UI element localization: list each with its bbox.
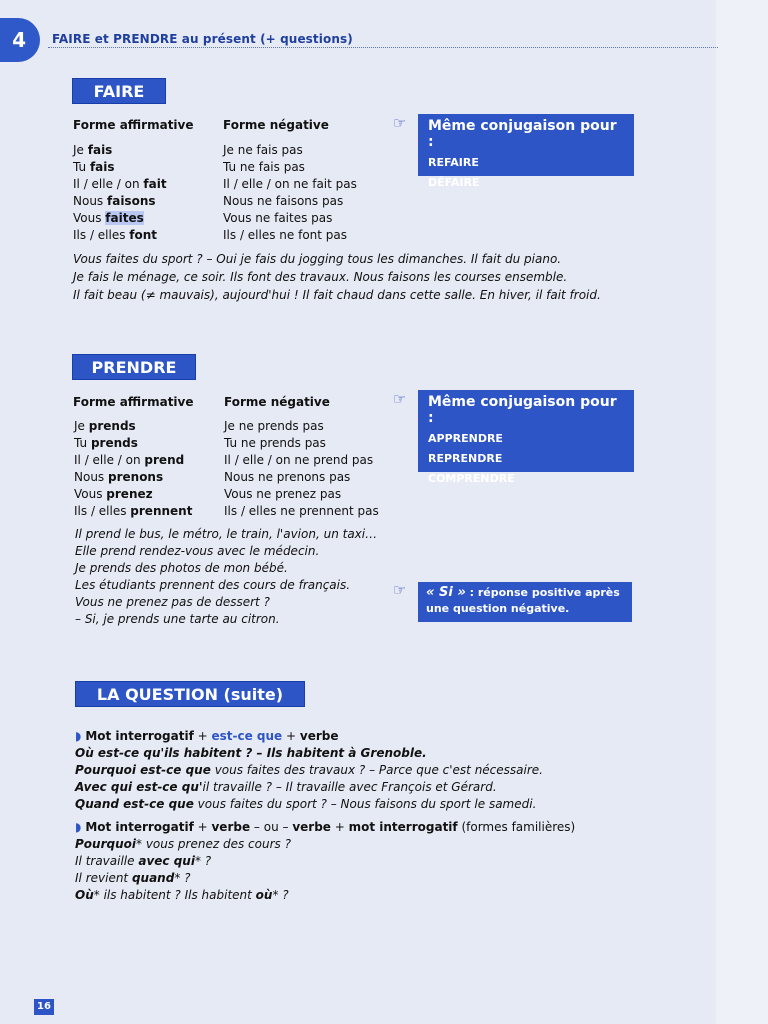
prendre-neg-row: Vous ne prenez pas <box>224 487 342 501</box>
prendre-neg-row: Nous ne prenons pas <box>224 470 351 484</box>
faire-example-line: Vous faites du sport ? – Oui je fais du jogging tous les dimanches. Il fait du piano. <box>73 252 562 266</box>
faire-example-line: Je fais le ménage, ce soir. Ils font des travaux. Nous faisons les courses ensemble. <box>73 270 568 284</box>
bullet-icon: ◗ <box>75 729 82 743</box>
prendre-affirmative-list <box>74 418 192 520</box>
faire-neg-row: Nous ne faisons pas <box>223 194 344 208</box>
faire-neg-row: Ils / elles ne font pas <box>223 228 348 242</box>
faire-affirmative-list <box>73 142 167 244</box>
prendre-aff-row: Vous prenez <box>74 487 153 501</box>
question-familiar-example: Il revient quand* ? <box>75 871 191 885</box>
prendre-example-line: Les étudiants prennent des cours de français. <box>75 578 351 592</box>
faire-negative-heading: Forme négative <box>223 118 329 132</box>
question-section <box>75 728 575 904</box>
prendre-box-title: Même conjugaison pour : <box>428 394 617 426</box>
prendre-example-line: Vous ne prenez pas de dessert ? <box>75 595 270 609</box>
prendre-example-line: Il prend le bus, le métro, le train, l'avion, un taxi… <box>75 527 378 541</box>
faire-neg-row: Je ne fais pas <box>223 143 303 157</box>
pointing-hand-icon: ☞ <box>393 581 407 599</box>
question-rule-1: ◗ Mot interrogatif + est-ce que + verbe <box>75 729 339 743</box>
prendre-aff-row: Nous prenons <box>74 470 164 484</box>
question-familiar-example: Pourquoi* vous prenez des cours ? <box>75 837 291 851</box>
faire-box-title: Même conjugaison pour : <box>428 118 617 150</box>
faire-heading: FAIRE <box>72 78 166 104</box>
faire-box-item: REFAIRE <box>428 156 479 169</box>
faire-neg-row: Vous ne faites pas <box>223 211 333 225</box>
prendre-example-line: Je prends des photos de mon bébé. <box>75 561 288 575</box>
pointing-hand-icon: ☞ <box>393 390 407 408</box>
faire-example-line: Il fait beau (≠ mauvais), aujourd'hui ! Il fait chaud dans cette salle. En hiver, il fait froid. <box>73 288 601 302</box>
faire-neg-row: Tu ne fais pas <box>223 160 305 174</box>
faire-negative-list <box>223 142 357 244</box>
si-word: « Si » <box>426 585 466 600</box>
chapter-number-tab: 4 <box>0 18 40 62</box>
chapter-title: FAIRE et PRENDRE au présent (+ questions) <box>52 32 353 46</box>
bullet-icon: ◗ <box>75 820 82 834</box>
faire-affirmative-heading: Forme affirmative <box>73 118 194 132</box>
faire-examples <box>73 250 601 304</box>
question-example: Où est-ce qu'ils habitent ? – Ils habitent à Grenoble. <box>75 746 427 760</box>
prendre-aff-row: Il / elle / on prend <box>74 453 185 467</box>
faire-aff-row: Tu fais <box>73 160 115 174</box>
prendre-aff-row: Ils / elles prennent <box>74 504 193 518</box>
question-heading: LA QUESTION (suite) <box>75 681 305 707</box>
question-example: Pourquoi est-ce que vous faites des travaux ? – Parce que c'est nécessaire. <box>75 763 543 777</box>
prendre-neg-row: Je ne prends pas <box>224 419 324 433</box>
prendre-neg-row: Tu ne prends pas <box>224 436 326 450</box>
si-note-line: : réponse positive après <box>465 586 620 599</box>
prendre-negative-heading: Forme négative <box>224 395 330 409</box>
prendre-aff-row: Je prends <box>74 419 136 433</box>
question-example: Quand est-ce que vous faites du sport ? – Nous faisons du sport le samedi. <box>75 797 537 811</box>
question-familiar-example: Il travaille avec qui* ? <box>75 854 212 868</box>
prendre-negative-list <box>224 418 379 520</box>
question-example: Avec qui est-ce qu'il travaille ? – Il travaille avec François et Gérard. <box>75 780 497 794</box>
prendre-affirmative-heading: Forme affirmative <box>73 395 194 409</box>
prendre-box-item: COMPRENDRE <box>428 472 515 485</box>
header-divider <box>48 47 718 48</box>
prendre-aff-row: Tu prends <box>74 436 138 450</box>
prendre-box-item: REPRENDRE <box>428 452 503 465</box>
page-number: 16 <box>34 999 54 1015</box>
faire-aff-row: Il / elle / on fait <box>73 177 167 191</box>
prendre-example-line: Elle prend rendez-vous avec le médecin. <box>75 544 320 558</box>
faire-box-item: DÉFAIRE <box>428 176 480 189</box>
faire-neg-row: Il / elle / on ne fait pas <box>223 177 357 191</box>
prendre-example-line: – Si, je prends une tarte au citron. <box>75 612 280 626</box>
faire-same-conjugation-box <box>418 114 634 189</box>
question-rule-2: ◗ Mot interrogatif + verbe – ou – verbe + mot interrogatif (formes familières) <box>75 820 576 834</box>
prendre-box-item: APPRENDRE <box>428 432 503 445</box>
question-familiar-example: Où* ils habitent ? Ils habitent où* ? <box>75 888 289 902</box>
prendre-neg-row: Ils / elles ne prennent pas <box>224 504 379 518</box>
faire-aff-row: Ils / elles font <box>73 228 158 242</box>
prendre-neg-row: Il / elle / on ne prend pas <box>224 453 374 467</box>
pointing-hand-icon: ☞ <box>393 114 407 132</box>
prendre-same-conjugation-box <box>418 390 634 485</box>
si-note-line: une question négative. <box>426 602 570 615</box>
prendre-heading: PRENDRE <box>72 354 196 380</box>
faire-aff-row: Vous faites <box>73 211 144 225</box>
si-note-box <box>418 582 632 622</box>
faire-aff-row: Nous faisons <box>73 194 156 208</box>
page-edge <box>716 0 768 1024</box>
prendre-examples <box>75 526 377 628</box>
faire-aff-row: Je fais <box>73 143 113 157</box>
